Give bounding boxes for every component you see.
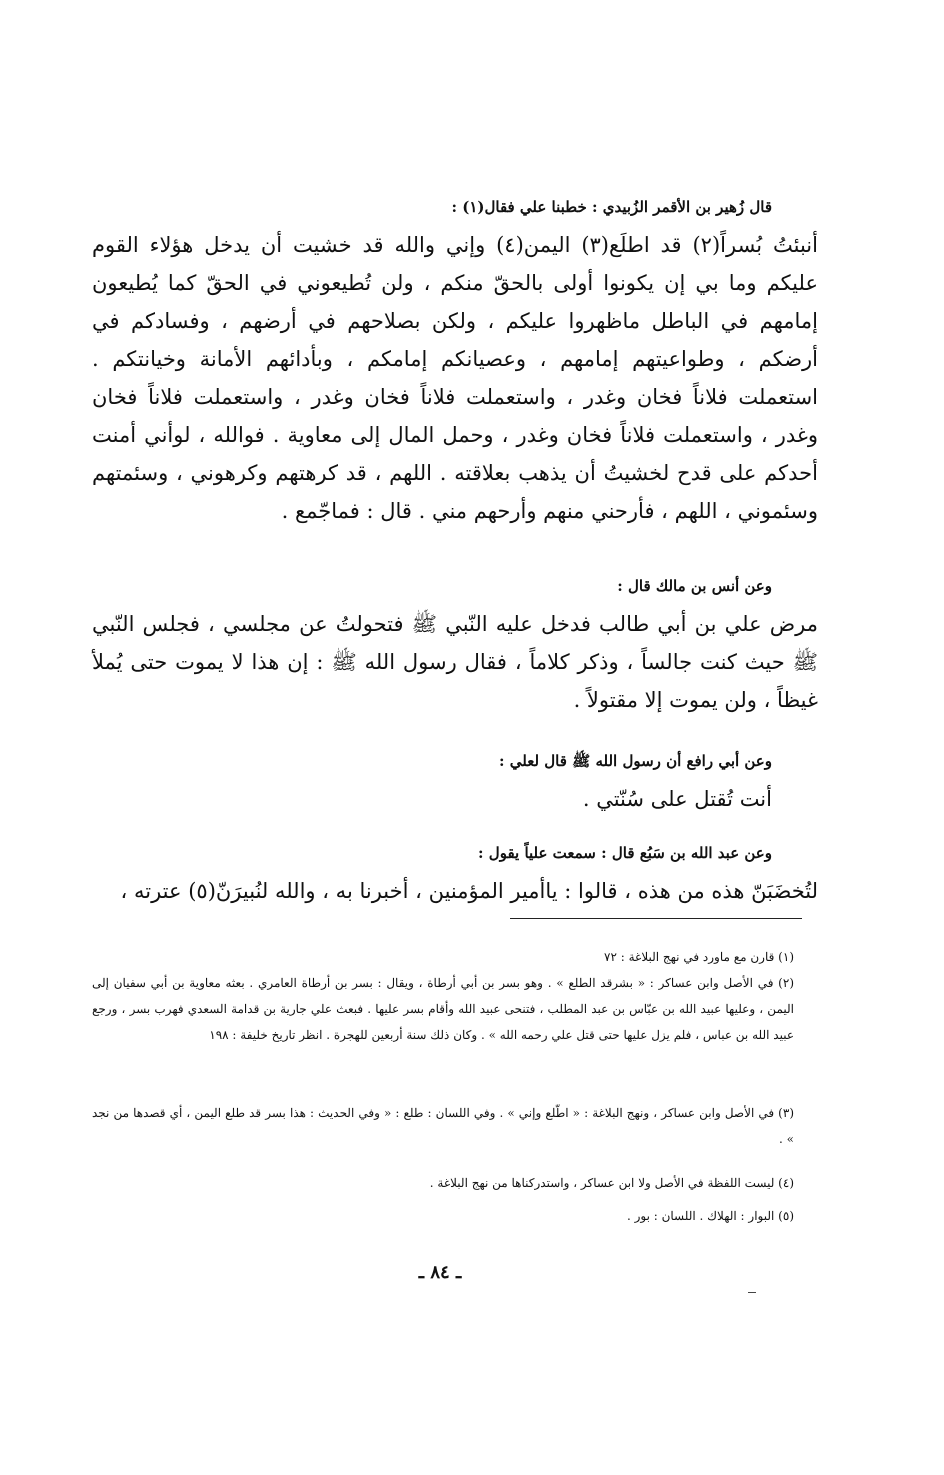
section-1-body: أنبئتُ بُسراً(٢) قد اطلَع(٣) اليمن(٤) وإني والله قد خشيت أن يدخل هؤلاء القوم عليكم وما بي إن يكونوا أولى بالحقّ منكم ، ولن تُطيعوني في الحقّ كما يُطيعون إمامهم في الباطل ماظهروا عليكم ، ولكن بصلاحهم في أرضهم ، وفسادكم في أرضكم ، وطواعيتهم إمامهم ، وعصيانكم إمامكم ، وبأدائهم الأمانة وخيانتكم . استعملت فلاناً فخان وغدر ، واستعملت فلاناً فخان وغدر ، واستعملت فلاناً فخان وغدر ، واستعملت فلاناً فخان وغدر ، وحمل المال إلى معاوية . فوالله ، لوأني أمنت أحدكم على قدح لخشيتُ أن يذهب بعلاقته . اللهم ، قد كرهتهم وكرهوني ، وسئمتهم وسئموني ، اللهم ، فأرحني منهم وأرحهم مني . قال : فماجّمع . [92, 233, 818, 523]
footnote-separator [510, 918, 802, 919]
footnote-2: (٢) في الأصل وابن عساكر : « بشرقد الطلع » . وهو بسر بن أبي أرطاة ، ويقال : بسر بن أرطاة العامري . بعثه معاوية بن أبي سفيان إلى اليمن ، وعليها عبيد الله بن عبّاس بن عبد المطلب ، فتنحى عبيد الله وأقام بسر عليها . فبعث علي جارية بن قدامة السعدي فهرب بسر ، ورجع عبيد الله بن عباس ، فلم يزل عليها حتى قتل علي رحمه الله » . وكان ذلك سنة أربعين للهجرة . انظر تاريخ خليفة : ١٩٨ [92, 976, 794, 1042]
footnote-4: (٤) ليست اللفظة في الأصل ولا ابن عساكر ، واستدركناها من نهج البلاغة . [429, 1176, 794, 1190]
section-1-heading: قال زُهير بن الأقمر الزُبيدي : خطبنا علي فقال(١) : [451, 198, 772, 216]
section-3-body: أنت تُقتل على سُنّتي . [582, 787, 772, 811]
section-4-heading: وعن عبد الله بن سَبُع قال : سمعت علياً يقول : [478, 844, 772, 862]
section-2-body: مرض علي بن أبي طالب فدخل عليه النّبي ﷺ فتحولتُ عن مجلسي ، فجلس النّبي ﷺ حيث كنت جالساً ، وذكر كلاماً ، فقال رسول الله ﷺ : إن هذا لا يموت حتى يُملأ غيظاً ، ولن يموت إلا مقتولاً . [92, 612, 818, 712]
section-3-heading: وعن أبي رافع أن رسول الله ﷺ قال لعلي : [499, 752, 772, 770]
footnote-3: (٣) في الأصل وابن عساكر ، ونهج البلاغة : « اطّلع وإني » . وفي اللسان : طلع : « وفي الحديث : هذا بسر قد طلع اليمن ، أي قصدها من نجد » . [92, 1106, 794, 1146]
footnote-1: (١) قارن مع ماورد في نهج البلاغة : ٧٢ [604, 950, 794, 964]
section-2-heading: وعن أنس بن مالك قال : [617, 577, 772, 595]
footnote-5: (٥) البوار : الهلاك . اللسان : بور . [626, 1209, 794, 1223]
margin-mark [748, 1292, 756, 1293]
page-number: ـ ٨٤ ـ [418, 1262, 462, 1283]
section-4-body: لتُخضَبَنّ هذه من هذه ، قالوا : ياأمير المؤمنين ، أخبرنا به ، والله لنُبيرَنّ(٥) عترته ، [120, 879, 818, 903]
